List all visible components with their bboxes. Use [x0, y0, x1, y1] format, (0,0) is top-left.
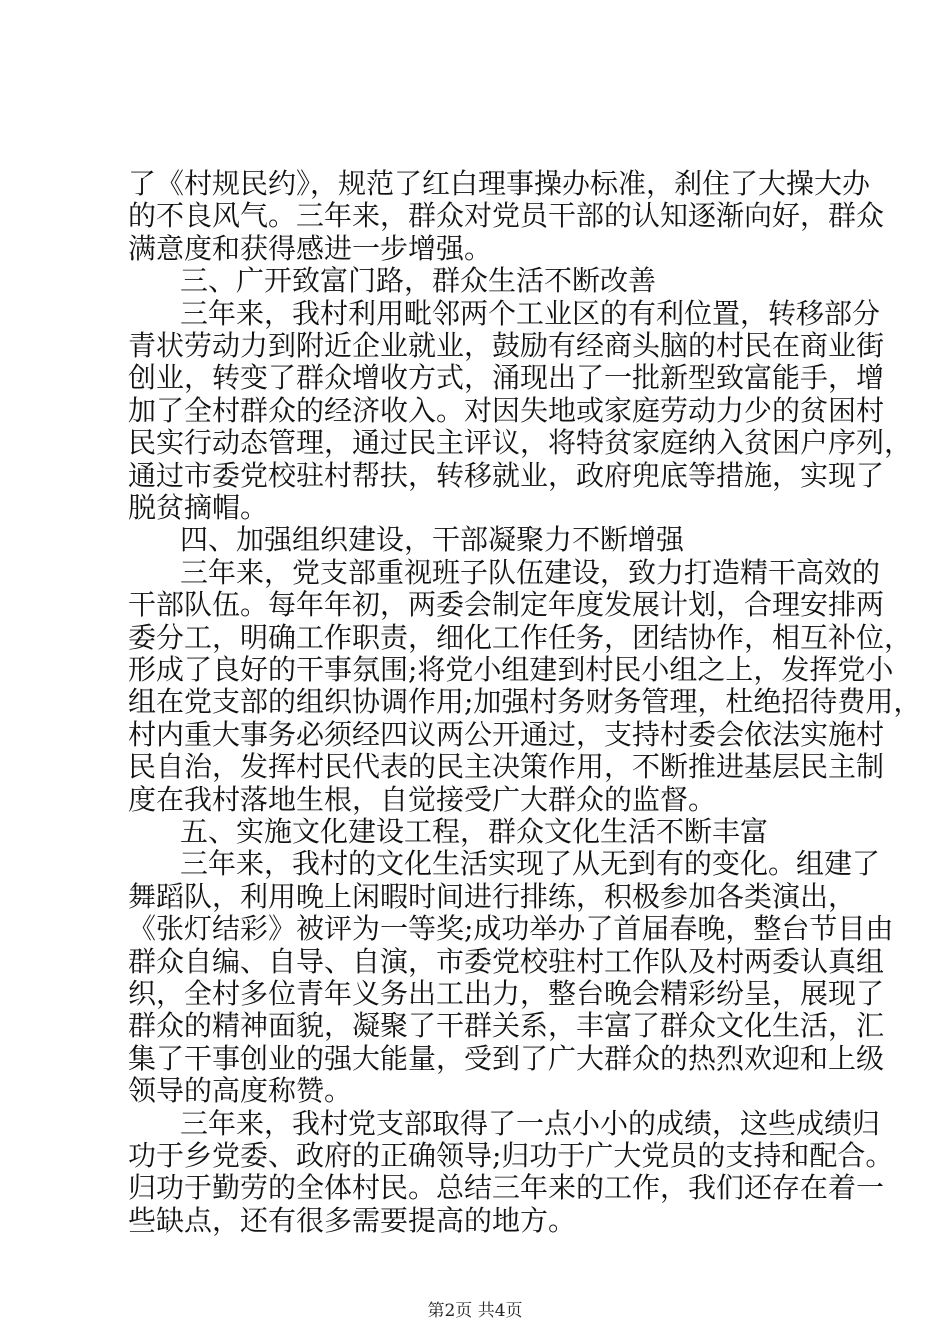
body-line: 度在我村落地生根，自觉接受广大群众的监督。	[128, 782, 717, 816]
body-line: 青状劳动力到附近企业就业，鼓励有经商头脑的村民在商业街	[128, 329, 885, 362]
body-line: 委分工，明确工作职责，细化工作任务，团结协作，相互补位，	[128, 620, 913, 654]
body-line: 织，全村多位青年义务出工出力，整台晚会精彩纷呈，展现了	[128, 977, 885, 1010]
body-line: 形成了良好的干事氛围;将党小组建到村民小组之上，发挥党小	[128, 653, 894, 686]
body-line: 《张灯结彩》被评为一等奖;成功举办了首届春晚，整台节目由	[128, 912, 894, 946]
body-line: 三年来，我村党支部取得了一点小小的成绩，这些成绩归	[180, 1106, 881, 1140]
body-line: 舞蹈队，利用晚上闲暇时间进行排练，积极参加各类演出，	[128, 879, 857, 913]
body-line: 三年来，党支部重视班子队伍建设，致力打造精干高效的	[180, 555, 881, 589]
section-heading: 五、实施文化建设工程，群众文化生活不断丰富	[180, 815, 769, 848]
body-line: 满意度和获得感进一步增强。	[128, 231, 493, 265]
body-line: 民自治，发挥村民代表的民主决策作用，不断推进基层民主制	[128, 750, 885, 784]
body-line: 干部队伍。每年年初，两委会制定年度发展计划，合理安排两	[128, 588, 885, 622]
body-line: 功于乡党委、政府的正确领导;归功于广大党员的支持和配合。	[128, 1139, 894, 1172]
body-line: 了《村规民约》，规范了红白理事操办标准，刹住了大操大办	[128, 167, 871, 200]
body-line: 群众的精神面貌，凝聚了干群关系，丰富了群众文化生活，汇	[128, 1009, 885, 1043]
body-line: 创业，转变了群众增收方式，涌现出了一批新型致富能手，增	[128, 361, 885, 395]
body-line: 集了干事创业的强大能量，受到了广大群众的热烈欢迎和上级	[128, 1041, 885, 1075]
body-line: 归功于勤劳的全体村民。总结三年来的工作，我们还存在着一	[128, 1171, 885, 1205]
body-line: 通过市委党校驻村帮扶，转移就业，政府兜底等措施，实现了	[128, 458, 885, 492]
body-line: 些缺点，还有很多需要提高的地方。	[128, 1203, 577, 1237]
body-line: 三年来，我村利用毗邻两个工业区的有利位置，转移部分	[180, 296, 881, 330]
section-heading: 三、广开致富门路，群众生活不断改善	[180, 264, 657, 298]
body-line: 群众自编、自导、自演，市委党校驻村工作队及村两委认真组	[128, 944, 885, 978]
page-number-footer: 第2页 共4页	[427, 1301, 523, 1321]
body-line: 加了全村群众的经济收入。对因失地或家庭劳动力少的贫困村	[128, 393, 885, 427]
body-line: 的不良风气。三年来，群众对党员干部的认知逐渐向好，群众	[128, 199, 885, 233]
body-line: 村内重大事务必须经四议两公开通过，支持村委会依法实施村	[128, 717, 885, 751]
body-line: 三年来，我村的文化生活实现了从无到有的变化。组建了	[180, 847, 881, 881]
body-line: 领导的高度称赞。	[128, 1074, 353, 1108]
section-heading: 四、加强组织建设，干部凝聚力不断增强	[180, 523, 685, 557]
body-line: 组在党支部的组织协调作用;加强村务财务管理，杜绝招待费用，	[128, 685, 922, 719]
body-line: 脱贫摘帽。	[128, 491, 269, 524]
body-line: 民实行动态管理，通过民主评议，将特贫家庭纳入贫困户序列，	[128, 426, 913, 460]
